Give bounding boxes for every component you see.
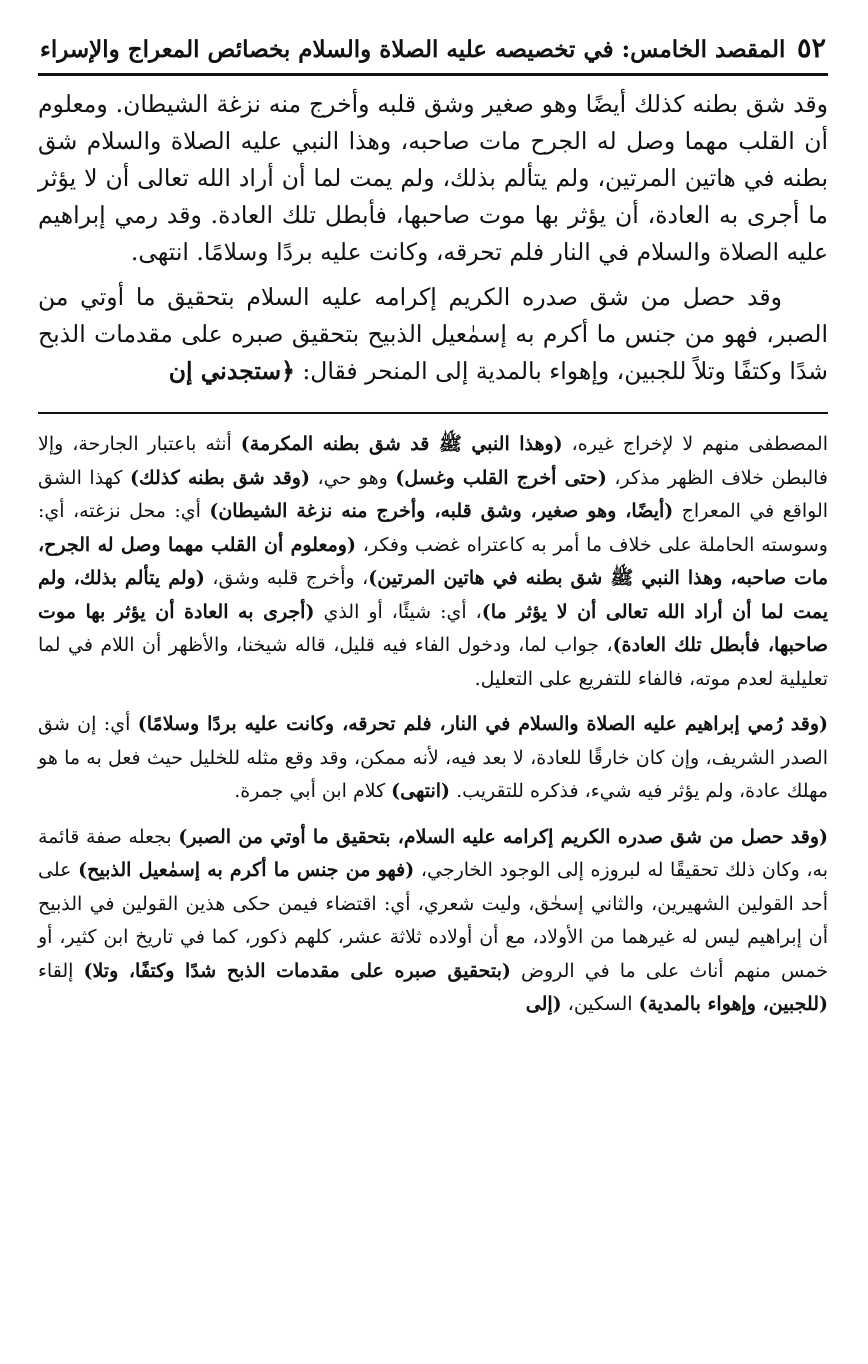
- footnote-divider: [38, 412, 828, 414]
- commentary-quote: (ولم يتألم بذلك، ولم يمت لما أن أراد الله تعالى أن لا يؤثر ما): [38, 567, 829, 623]
- commentary: [38, 428, 828, 1022]
- commentary-quote: (وقد رُمي إبراهيم عليه الصلاة والسلام في النار، فلم تحرقه، وكانت عليه بردًا وسلامًا): [137, 713, 828, 735]
- commentary-quote: (انتهى): [391, 780, 451, 802]
- commentary-segment: ، أي: شيئًا، أو الذي: [314, 600, 482, 623]
- main-text-segment: وقد شق بطنه كذلك أيضًا وهو صغير وشق قلبه وأخرج منه نزغة الشيطان.: [107, 90, 828, 118]
- commentary-quote: (للجبين، وإهواء بالمدية): [638, 993, 828, 1015]
- commentary-segment: السكين،: [561, 993, 639, 1015]
- commentary-quote: (أيضًا، وهو صغير، وشق قلبه، وأخرج منه نزغة الشيطان): [209, 500, 674, 522]
- main-paragraph: [38, 86, 828, 271]
- commentary-paragraph: [38, 821, 828, 1022]
- header-rule: [38, 73, 828, 76]
- commentary-quote: (فهو من جنس ما أكرم به إسمٰعيل الذبيح): [78, 859, 415, 881]
- commentary-quote: (وقد حصل من شق صدره الكريم إكرامه عليه السلام، بتحقيق ما أوتي من الصبر): [178, 825, 828, 848]
- main-text-segment: ومعلوم أن القلب مهما وصل له الجرح مات صاحبه، وهذا النبي عليه الصلاة والسلام شق بطنه في هاتين المرتين، ولم يتألم بذلك، ولم يمت لما أن أراد الله تعالى أن لا يؤثر ما أجرى به العادة، أن يؤثر بها موت صاحبها، فأبطل تلك العادة. وقد رمي إبراهيم عليه الصلاة والسلام في النار فلم تحرقه، وكانت عليه بردًا وسلامًا. انتهى.: [38, 90, 828, 266]
- commentary-quote: (إلى: [525, 993, 562, 1015]
- commentary-segment: كلام ابن أبي جمرة.: [234, 780, 392, 802]
- commentary-segment: وهو حي،: [309, 466, 396, 489]
- commentary-quote: (بتحقيق صبره على مقدمات الذبح شدًا وكتفًا، وتلا): [83, 959, 511, 982]
- main-text: [38, 86, 828, 390]
- commentary-segment: ، وأخرج قلبه وشق،: [204, 567, 369, 589]
- commentary-segment: المصطفى منهم لا لإخراج غيره،: [562, 433, 828, 455]
- running-header-title: المقصد الخامس: في تخصيصه عليه الصلاة والسلام بخصائص المعراج والإسراء: [40, 36, 786, 63]
- commentary-segment: ، جواب لما، ودخول الفاء فيه قليل، قاله شيخنا، والأظهر أن اللام في لما تعليلية لعدم موته، فالفاء للتفريع على التعليل.: [38, 634, 828, 690]
- commentary-quote: (ومعلوم أن القلب مهما وصل له الجرح، مات صاحبه، وهذا النبي ﷺ شق بطنه في هاتين المرتين): [38, 533, 828, 589]
- commentary-segment: بجعله صفة قائمة به، وكان ذلك تحقيقًا له لبروزه إلى الوجود الخارجي،: [38, 825, 829, 881]
- running-header: [38, 34, 828, 73]
- commentary-segment: كهذا الشق الواقع في المعراج: [38, 466, 829, 522]
- quran-quote-start: ﴿ستجدني إن: [168, 357, 295, 385]
- commentary-quote: (وقد شق بطنه كذلك): [130, 466, 310, 489]
- commentary-quote: (أجرى به العادة أن يؤثر بها موت صاحبها، فأبطل تلك العادة): [38, 600, 829, 656]
- commentary-quote: (وهذا النبي ﷺ قد شق بطنه المكرمة): [240, 433, 563, 455]
- page-number: ٥٢: [796, 33, 826, 64]
- commentary-segment: على أحد القولين الشهيرين، والثاني إسحٰق، وليت شعري، أي: اقتضاء فيمن حكى هذين القولين في الذبيح أن إبراهيم ليس له غيرهما من الأولاد، مع أن أولاده ثلاثة عشر، كلهم ذكور، كما في تاريخ ابن كثير، أو خمس منهم أناث على ما في الروض: [38, 859, 828, 982]
- commentary-segment: أي: محل نزغته، أي: وسوسته الحاملة على خلاف ما أمر به كاعتراه غضب وفكر،: [38, 500, 828, 556]
- commentary-paragraph: [38, 428, 828, 696]
- commentary-quote: (حتى أخرج القلب وغسل): [395, 466, 607, 489]
- commentary-segment: أنثه باعتبار الجارحة، وإلا فالبطن خلاف الظهر مذكر،: [38, 433, 828, 489]
- commentary-segment: إلقاء: [38, 959, 84, 982]
- commentary-segment: أي: إن شق الصدر الشريف، وإن كان خارقًا للعادة، لا بعد فيه، لأنه ممكن، وقد وقع مثله للخليل حيث فعل به ما هو مهلك عادة، ولم يؤثر فيه شيء، فذكره للتقريب.: [38, 713, 828, 802]
- commentary-paragraph: [38, 708, 828, 809]
- main-paragraph: [38, 279, 828, 390]
- main-text-segment: وقد حصل من شق صدره الكريم إكرامه عليه السلام بتحقيق ما أوتي من الصبر، فهو من جنس ما أكرم به إسمٰعيل الذبيح بتحقيق صبره على مقدمات الذبح شدًا وكتفًا وتلاً للجبين، وإهواء بالمدية إلى المنحر فقال:: [38, 283, 828, 385]
